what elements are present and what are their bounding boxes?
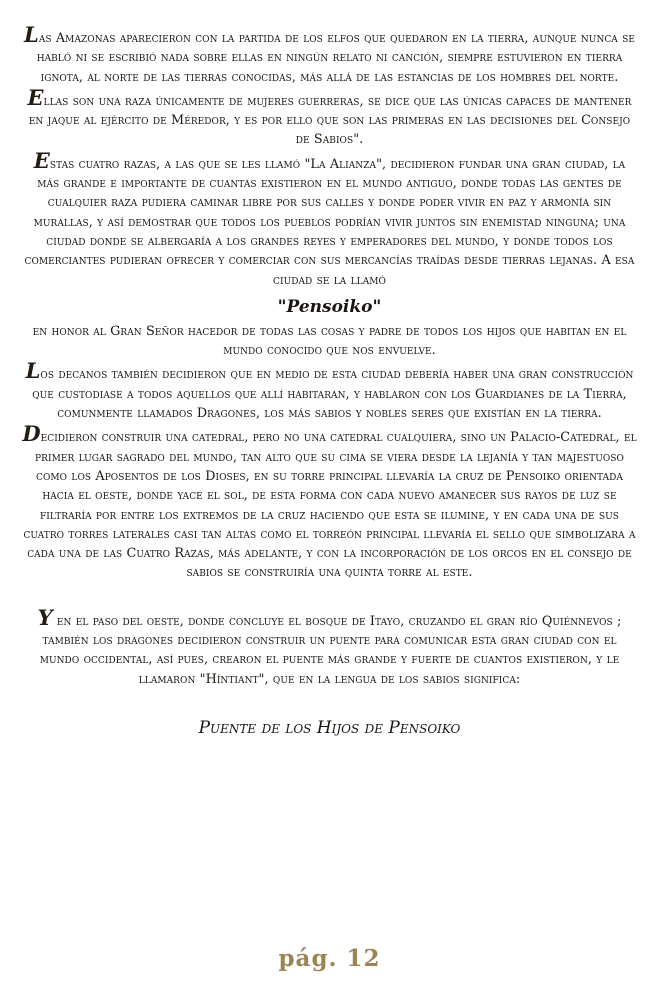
- paragraph-puente: [22, 604, 637, 689]
- drop-cap: E: [27, 84, 44, 110]
- paragraph-text: en el paso del oeste, donde concluye el bosque de Itayo, cruzando el gran río Quiénnevos ; también los dragones decidieron construir un puente para comunicar esta gran ciudad con el mundo occidental, así pues, crearon el puente más grande y fuerte de cuantos existieron, y le llamaron "Híntiant", que en la lengua de los sabios significa:: [39, 613, 622, 687]
- document-page: [22, 22, 637, 739]
- city-name-heading: "Pensoiko": [277, 296, 382, 317]
- paragraph-text: as Amazonas aparecieron con la partida de los elfos que quedaron en la tierra, aunque nunca se habló ni se escribió nada sobre ellas en ningún relato ni canción, siempre estuvieron en tierra ignota, al norte de las tierras conocidas, más allá de las estancias de los hombres del norte.: [36, 31, 636, 85]
- drop-cap: Y: [37, 604, 53, 630]
- paragraph-catedral: [22, 421, 637, 582]
- paragraph-text: os decanos también decidieron que en medio de esta ciudad debería haber una gran construcción que custodiase a todos aquellos que allí habitaran, y hablaron con los Guardianes de la Tierra, comunmente llamados Dragones, los más sabios y nobles seres que existían en la tierra.: [32, 367, 634, 422]
- drop-cap: E: [33, 147, 50, 173]
- paragraph-honor: [22, 322, 637, 361]
- paragraph-decanos: [22, 358, 637, 423]
- paragraph-text: en honor al Gran Señor hacedor de todas las cosas y padre de todos los hijos que habitan en el mundo conocido que nos envuelve.: [32, 323, 627, 359]
- paragraph-alianza: [22, 147, 637, 290]
- paragraph-guerreras: [22, 84, 637, 150]
- drop-cap: D: [22, 421, 41, 447]
- paragraph-amazonas: [22, 22, 637, 87]
- paragraph-text: llas son una raza únicamente de mujeres guerreras, se dice que las únicas capaces de mantener en jaque al ejército de Méredor, y es por ello que son las primeras en las decisiones del Consejo de Sabios".: [28, 93, 632, 148]
- drop-cap: L: [25, 358, 41, 384]
- drop-cap: L: [23, 22, 39, 47]
- page-number: pág. 12: [278, 945, 381, 972]
- paragraph-text: stas cuatro razas, a las que se les llamó "La Alianza", decidieron fundar una gran ciudad, la más grande e importante de cuantas existieron en el mundo antiguo, donde todas las gentes de cualquier raza pudiera caminar libre por sus calles y donde poder vivir en paz y armonía sin murallas, y así demostrar que todos los pueblos podrían vivir juntos sin enemistad ninguna; una ciudad donde se albergaría a los grandes reyes y emperadores del mundo, y donde todos los comerciantes pudieran ofrecer y comerciar con sus mercancías traídas desde tierras lejanas. A esa ciudad se la llamó: [24, 156, 635, 288]
- paragraph-text: ecidieron construir una catedral, pero no una catedral cualquiera, sino un Palacio-Catedral, el primer lugar sagrado del mundo, tan alto que su cima se viera desde la lejanía y tan majestuoso como los Aposentos de los Dioses, en su torre principal llevaría la cruz de Pensoiko orientada hacia el oeste, donde yace el sol, de esta forma con cada nuevo amanecer sus rayos de luz se filtraría por entre los extremos de la cruz haciendo que esta se ilumine, y en cada una de sus cuatro torres laterales casi tan altas como el torreón principal llevaría el sello que simbolizara a cada una de las Cuatro Razas, más adelante, y con la incorporación de los orcos en el consejo de sabios se construiría una quinta torre al este.: [23, 430, 637, 581]
- bridge-meaning-heading: Puente de los Hijos de Pensoiko: [198, 717, 461, 738]
